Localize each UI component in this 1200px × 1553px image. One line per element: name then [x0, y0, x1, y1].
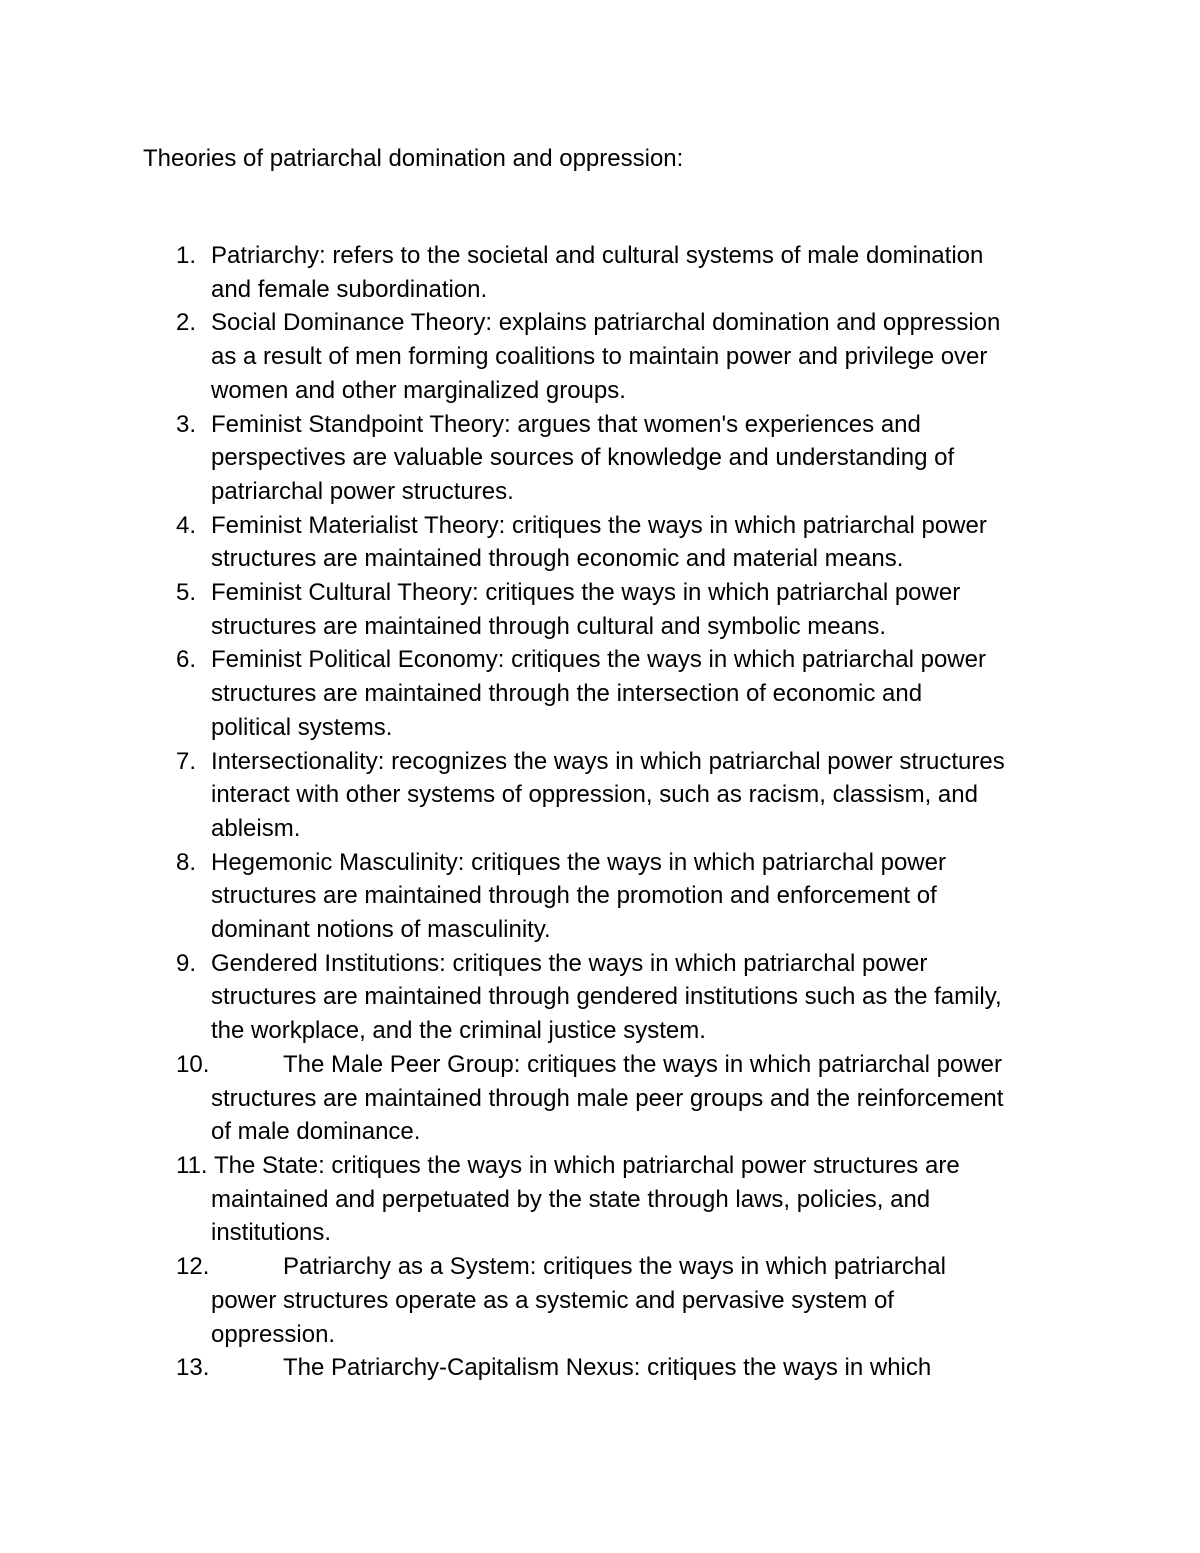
list-item-text-line: interact with other systems of oppression, such as racism, classism, and: [211, 781, 978, 809]
list-item-number: 10.: [176, 1050, 210, 1078]
list-item-number: 8.: [176, 848, 197, 876]
list-item-text-line: The State: critiques the ways in which patriarchal power structures are: [214, 1151, 960, 1179]
list-item-number: 5.: [176, 579, 197, 607]
list-item-text-line: structures are maintained through gendered institutions such as the family,: [211, 983, 1002, 1011]
list-item-number: 1.: [176, 242, 197, 269]
list-item-number: 11.: [176, 1151, 208, 1179]
list-item-text-line: Gendered Institutions: critiques the ways in which patriarchal power: [211, 949, 928, 977]
list-item-text-line: ableism.: [211, 814, 301, 842]
list-item-text-line: The Male Peer Group: critiques the ways in which patriarchal power: [283, 1050, 1002, 1078]
list-item-text-line: Feminist Political Economy: critiques the ways in which patriarchal power: [211, 646, 986, 674]
list-item-number: 6.: [176, 646, 197, 674]
list-item: [0, 1149, 1200, 1250]
list-item: [0, 408, 1200, 509]
list-item: [0, 947, 1200, 1048]
list-item-text-line: institutions.: [211, 1219, 332, 1247]
list-item-text-line: Social Dominance Theory: explains patriarchal domination and oppression: [211, 309, 1001, 337]
list-item-text-line: maintained and perpetuated by the state through laws, policies, and: [211, 1185, 931, 1213]
list-item-text-line: Feminist Materialist Theory: critiques the ways in which patriarchal power: [211, 511, 987, 539]
list-item-number: 7.: [176, 747, 197, 775]
list-item: [0, 239, 1200, 306]
list-item-text-line: patriarchal power structures.: [211, 477, 514, 505]
list-item-text-line: of male dominance.: [211, 1118, 421, 1146]
list-item-text-line: structures are maintained through the promotion and enforcement of: [211, 882, 937, 910]
list-item-text-line: structures are maintained through cultural and symbolic means.: [211, 612, 886, 640]
list-item-text-line: Feminist Standpoint Theory: argues that women's experiences and: [211, 410, 921, 438]
list-item-text-line: power structures operate as a systemic and pervasive system of: [211, 1286, 894, 1314]
list-item-text-line: The Patriarchy-Capitalism Nexus: critiques the ways in which: [283, 1354, 932, 1382]
list-item-text-line: political systems.: [211, 713, 393, 741]
list-item-text-line: perspectives are valuable sources of knowledge and understanding of: [211, 444, 955, 472]
list-item-text-line: oppression.: [211, 1320, 336, 1348]
list-item: [0, 1351, 1200, 1385]
list-item: [0, 306, 1200, 407]
list-item-number: 9.: [176, 949, 197, 977]
list-item-text-line: Patriarchy: refers to the societal and cultural systems of male domination: [211, 242, 984, 269]
list-item-text-line: dominant notions of masculinity.: [211, 916, 551, 944]
list-item-text-line: the workplace, and the criminal justice system.: [211, 1017, 706, 1045]
list-item-text-line: women and other marginalized groups.: [211, 376, 626, 404]
list-item: [0, 643, 1200, 744]
list-item-text-line: structures are maintained through economic and material means.: [211, 545, 904, 573]
list-item-text-line: structures are maintained through male peer groups and the reinforcement: [211, 1084, 1004, 1112]
list-item-number: 2.: [176, 309, 197, 337]
list-item-text-line: and female subordination.: [211, 275, 488, 303]
list-item-number: 4.: [176, 511, 197, 539]
list-item: [0, 846, 1200, 947]
list-item-text-line: Patriarchy as a System: critiques the ways in which patriarchal: [283, 1253, 946, 1281]
list-item-number: 3.: [176, 410, 197, 438]
list-item: [0, 745, 1200, 846]
list-item-text-line: Hegemonic Masculinity: critiques the ways in which patriarchal power: [211, 848, 946, 876]
list-item: [0, 576, 1200, 643]
list-item-text-line: as a result of men forming coalitions to maintain power and privilege over: [211, 343, 988, 371]
list-item: [0, 1048, 1200, 1149]
theory-list: [0, 239, 1200, 1385]
list-item-text-line: Intersectionality: recognizes the ways in which patriarchal power structures: [211, 747, 1005, 775]
document-title: Theories of patriarchal domination and oppression:: [143, 145, 684, 172]
list-item: [0, 1250, 1200, 1351]
list-item-text-line: Feminist Cultural Theory: critiques the ways in which patriarchal power: [211, 579, 961, 607]
list-item-text-line: structures are maintained through the intersection of economic and: [211, 680, 923, 708]
list-item-number: 13.: [176, 1354, 210, 1382]
list-item-number: 12.: [176, 1253, 210, 1281]
list-item: [0, 509, 1200, 576]
